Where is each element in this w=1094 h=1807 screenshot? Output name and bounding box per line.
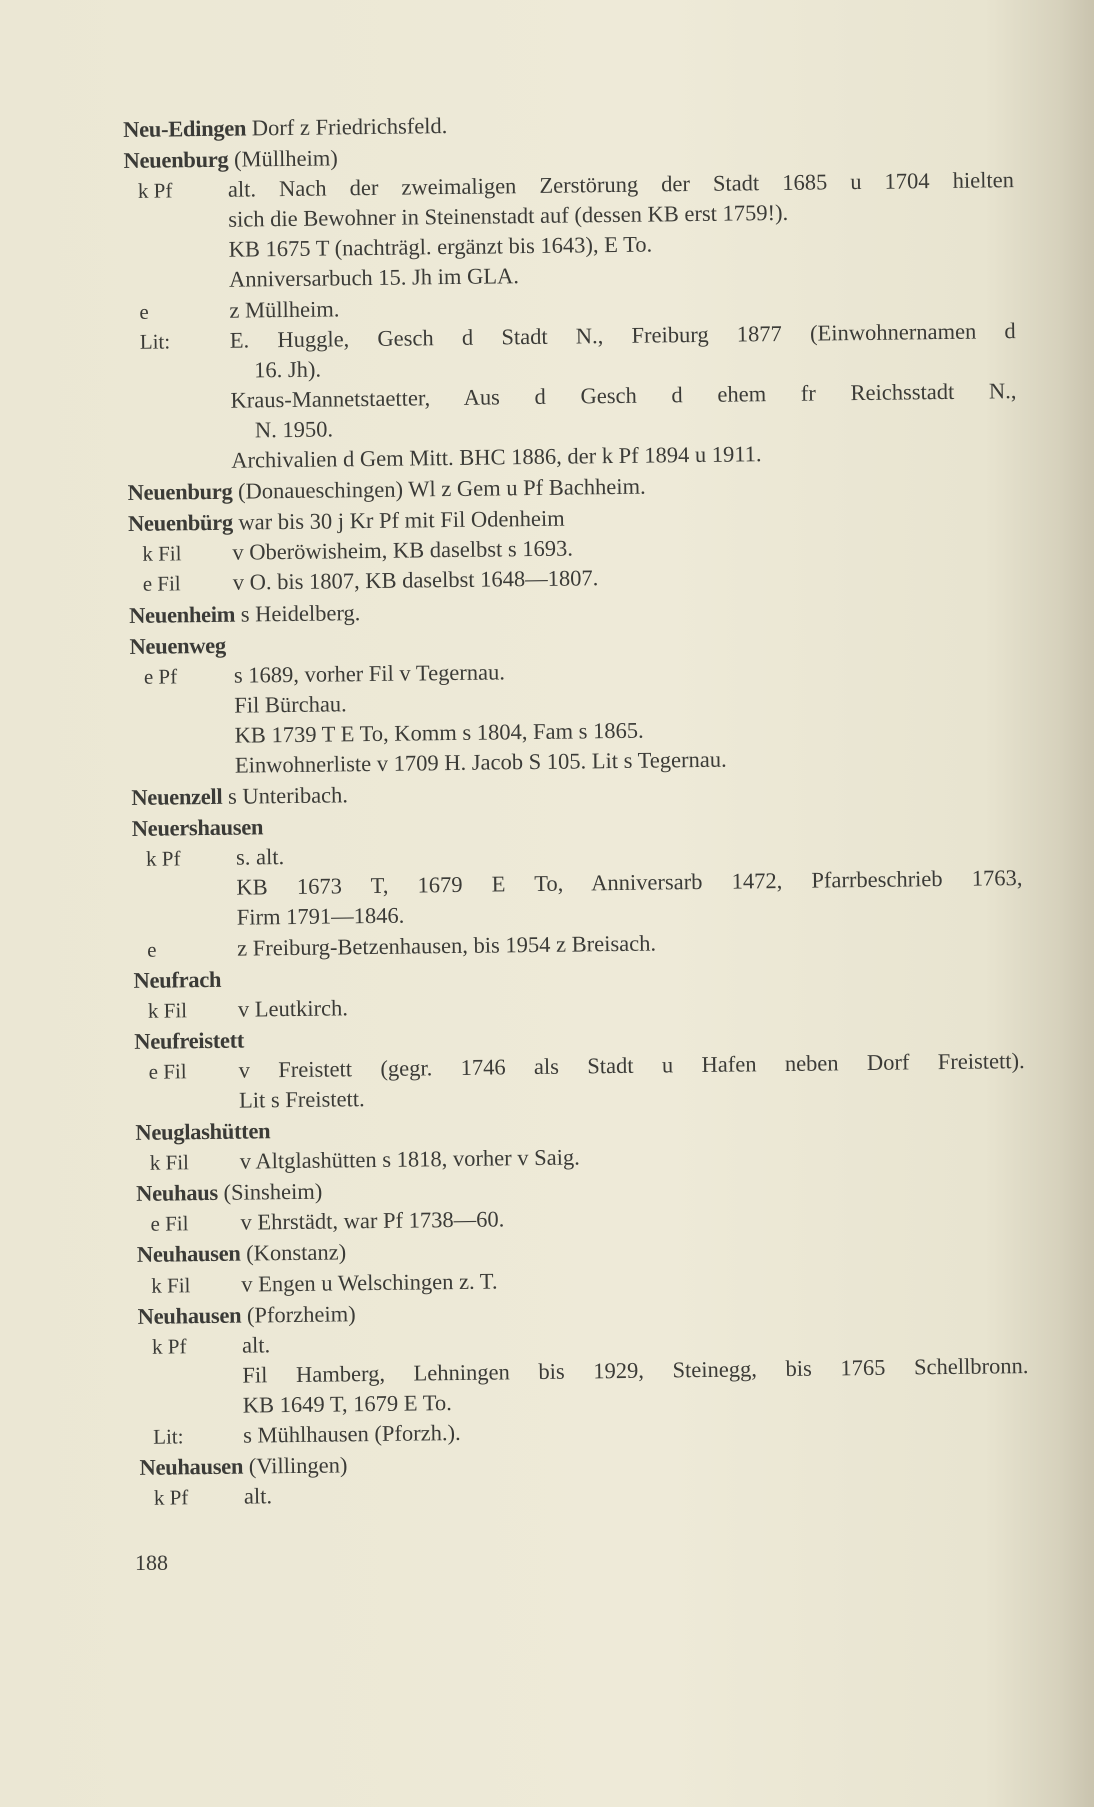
row-text: Kraus-Mannetstaetter, Aus d Gesch d ehem fr Reichsstadt N., xyxy=(230,377,1017,413)
row-label: e Fil xyxy=(150,1211,189,1237)
place-name: Neuenbürg xyxy=(127,509,233,537)
row-text: 16. Jh). xyxy=(253,356,322,383)
row-text: v O. bis 1807, KB daselbst 1648—1807. xyxy=(232,565,599,596)
row-label: k Pf xyxy=(153,1485,189,1510)
row-text: s 1689, vorher Fil v Tegernau. xyxy=(233,659,506,688)
row-text: KB 1673 T, 1679 E To, Anniversarb 1472, Pfarrbeschrieb 1763, xyxy=(236,865,1023,901)
entry-text: (Pforzheim) xyxy=(241,1300,356,1328)
place-name: Neuenheim xyxy=(128,601,236,628)
row-label: e Fil xyxy=(148,1059,187,1084)
entry-text: s Unteribach. xyxy=(222,782,349,809)
place-name: Neuenburg xyxy=(127,478,233,506)
place-name: Neuershausen xyxy=(131,814,264,842)
row-text: s Mühlhausen (Pforzh.). xyxy=(242,1420,461,1448)
row-label: k Fil xyxy=(149,1150,190,1175)
row-text: N. 1950. xyxy=(254,416,334,443)
row-label: e Pf xyxy=(143,664,178,689)
place-name: Neufrach xyxy=(133,966,222,993)
row-text: E. Huggle, Gesch d Stadt N., Freiburg 1877 (Einwohnernamen d xyxy=(229,317,1016,353)
row-label: e xyxy=(139,299,149,324)
place-name: Neuglashütten xyxy=(135,1118,271,1146)
entry-text: (Villingen) xyxy=(242,1452,348,1479)
row-label: k Fil xyxy=(151,1272,191,1298)
row-text: z Müllheim. xyxy=(229,295,340,323)
row-text: alt. xyxy=(243,1483,273,1509)
row-text: v Freistett (gegr. 1746 als Stadt u Hafen neben Dorf Freistett). xyxy=(238,1047,1025,1083)
row-text: alt. Nach der zweimaligen Zerstörung der Stadt 1685 u 1704 hielten xyxy=(227,167,1015,202)
row-text: Fil Hamberg, Lehningen bis 1929, Steinegg, bis 1765 Schellbronn. xyxy=(242,1352,1029,1388)
row-text: v Ehrstädt, war Pf 1738—60. xyxy=(240,1206,505,1236)
row-text: v Oberöwisheim, KB daselbst s 1693. xyxy=(232,535,574,566)
row-label: k Pf xyxy=(145,846,181,872)
place-name: Neuenburg xyxy=(123,146,229,174)
place-name: Neuhausen xyxy=(139,1453,244,1481)
row-text: sich die Bewohner in Steinenstadt auf (dessen KB erst 1759!). xyxy=(228,200,789,233)
entry-text: Dorf z Friedrichsfeld. xyxy=(246,113,448,141)
row-label: k Fil xyxy=(147,998,188,1023)
entry-text: war bis 30 j Kr Pf mit Fil Odenheim xyxy=(232,505,565,535)
row-label: k Pf xyxy=(151,1334,187,1359)
row-label: e Fil xyxy=(142,571,181,597)
row-label: e xyxy=(147,937,157,962)
row-text: KB 1675 T (nachträgl. ergänzt bis 1643), E To. xyxy=(228,231,653,263)
place-name: Neuhaus xyxy=(136,1180,219,1207)
row-text: Anniversarbuch 15. Jh im GLA. xyxy=(228,263,520,293)
entry-text: (Sinsheim) xyxy=(217,1178,323,1206)
page-number: 188 xyxy=(135,1550,168,1575)
entry-text: (Konstanz) xyxy=(240,1239,347,1267)
row-text: KB 1649 T, 1679 E To. xyxy=(242,1390,452,1418)
gazetteer-page xyxy=(123,103,1040,1513)
row-text: Archivalien d Gem Mitt. BHC 1886, der k Pf 1894 u 1911. xyxy=(231,441,762,473)
place-name: Neuhausen xyxy=(137,1302,242,1329)
row-text: Firm 1791—1846. xyxy=(236,903,405,931)
row-text: v Engen u Welschingen z. T. xyxy=(241,1268,498,1297)
entry-text: (Müllheim) xyxy=(228,145,338,172)
place-name: Neuhausen xyxy=(136,1241,241,1268)
place-name: Neuenzell xyxy=(131,783,223,811)
row-text: Einwohnerliste v 1709 H. Jacob S 105. Lit s Tegernau. xyxy=(234,746,727,778)
row-text: v Altglashütten s 1818, vorher v Saig. xyxy=(239,1144,580,1174)
row-label: k Pf xyxy=(137,178,173,204)
row-text: alt. xyxy=(241,1332,271,1358)
row-label: Lit: xyxy=(139,329,171,354)
row-text: s. alt. xyxy=(235,844,285,870)
row-label: Lit: xyxy=(153,1424,184,1449)
row-text: v Leutkirch. xyxy=(237,995,349,1022)
entry-text: (Donaueschingen) Wl z Gem u Pf Bachheim. xyxy=(232,473,646,504)
entry-text: s Heidelberg. xyxy=(235,599,361,627)
row-label: k Fil xyxy=(142,541,182,567)
row-text: KB 1739 T E To, Komm s 1804, Fam s 1865. xyxy=(234,717,644,748)
row-text: Lit s Freistett. xyxy=(238,1086,365,1113)
place-name: Neuenweg xyxy=(129,632,226,659)
place-name: Neufreistett xyxy=(134,1027,245,1054)
place-name: Neu-Edingen xyxy=(123,115,247,142)
row-text: z Freiburg-Betzenhausen, bis 1954 z Breisach. xyxy=(237,930,657,961)
row-text: Fil Bürchau. xyxy=(234,691,347,718)
